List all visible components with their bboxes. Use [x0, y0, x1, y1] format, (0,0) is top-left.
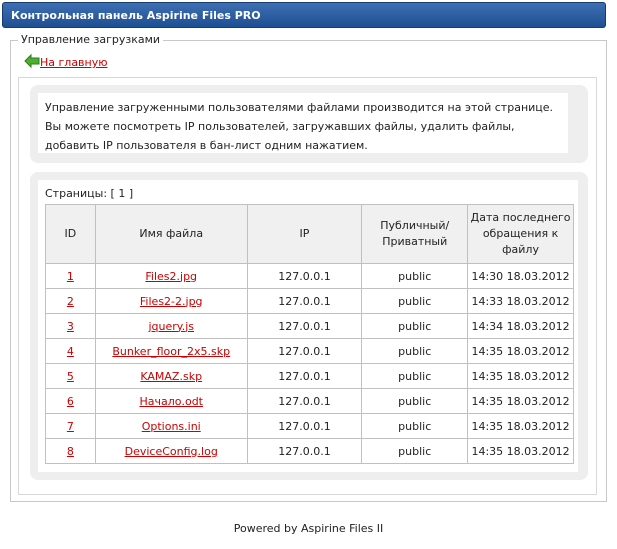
header-ip: IP — [247, 205, 362, 264]
file-ip: 127.0.0.1 — [247, 414, 362, 439]
file-name-link[interactable]: Bunker_floor_2x5.skp — [112, 344, 231, 358]
file-date: 14:35 18.03.2012 — [468, 339, 574, 364]
file-name-link[interactable]: Files2.jpg — [145, 269, 198, 283]
file-date: 14:35 18.03.2012 — [468, 414, 574, 439]
file-ip: 127.0.0.1 — [247, 264, 362, 289]
table-row — [46, 364, 574, 389]
file-id-link[interactable]: 3 — [66, 319, 74, 333]
file-date: 14:34 18.03.2012 — [468, 314, 574, 339]
file-name-link[interactable]: Начало.odt — [139, 394, 203, 408]
file-date: 14:35 18.03.2012 — [468, 364, 574, 389]
table-row — [46, 414, 574, 439]
table-row — [46, 289, 574, 314]
file-ip: 127.0.0.1 — [247, 339, 362, 364]
file-ip: 127.0.0.1 — [247, 439, 362, 464]
file-id-link[interactable]: 1 — [66, 269, 74, 283]
table-row — [46, 264, 574, 289]
info-panel — [30, 85, 588, 163]
file-date: 14:35 18.03.2012 — [468, 389, 574, 414]
file-id-link[interactable]: 8 — [66, 444, 74, 458]
header-filename: Имя файла — [95, 205, 247, 264]
app-title: Контрольная панель Aspirine Files PRO — [11, 9, 261, 22]
pagination-pages[interactable]: [ 1 ] — [110, 187, 134, 200]
section-legend: Управление загрузками — [18, 33, 163, 46]
file-access: public — [362, 439, 468, 464]
file-access: public — [362, 289, 468, 314]
header-last-access: Дата последнего обращения к файлу — [468, 205, 574, 264]
info-text: Управление загруженными пользователями файлами производится на этой странице. Вы можете посмотреть IP пользователей, загружавших файлы, удалить файлы, добавить IP пользователя в бан-лист одним нажатием. — [38, 93, 568, 153]
file-access: public — [362, 264, 468, 289]
file-id-link[interactable]: 2 — [66, 294, 74, 308]
table-row — [46, 439, 574, 464]
footer-text: Powered by Aspirine Files II — [233, 522, 384, 535]
file-name-link[interactable]: Files2-2.jpg — [139, 294, 203, 308]
file-date: 14:35 18.03.2012 — [468, 439, 574, 464]
file-access: public — [362, 314, 468, 339]
file-ip: 127.0.0.1 — [247, 314, 362, 339]
header-access: Публичный/ Приватный — [362, 205, 468, 264]
app-title-bar — [2, 2, 606, 28]
file-id-link[interactable]: 4 — [66, 344, 74, 358]
table-row — [46, 389, 574, 414]
file-name-link[interactable]: jquery.js — [148, 319, 194, 333]
file-id-link[interactable]: 7 — [66, 419, 74, 433]
table-row — [46, 314, 574, 339]
file-name-link[interactable]: KAMAZ.skp — [140, 369, 203, 383]
pagination — [45, 187, 133, 200]
table-row — [46, 339, 574, 364]
file-date: 14:33 18.03.2012 — [468, 289, 574, 314]
file-access: public — [362, 389, 468, 414]
file-id-link[interactable]: 5 — [66, 369, 74, 383]
header-id: ID — [46, 205, 96, 264]
file-id-link[interactable]: 6 — [66, 394, 74, 408]
file-name-link[interactable]: Options.ini — [141, 419, 201, 433]
file-date: 14:30 18.03.2012 — [468, 264, 574, 289]
home-link[interactable]: На главную — [40, 56, 108, 69]
file-ip: 127.0.0.1 — [247, 364, 362, 389]
table-header-row — [46, 205, 574, 264]
file-access: public — [362, 414, 468, 439]
file-ip: 127.0.0.1 — [247, 389, 362, 414]
files-table — [45, 204, 574, 464]
pagination-label: Страницы: — [45, 187, 108, 200]
green-left-arrow-icon[interactable] — [24, 53, 40, 69]
file-ip: 127.0.0.1 — [247, 289, 362, 314]
file-access: public — [362, 339, 468, 364]
file-access: public — [362, 364, 468, 389]
file-name-link[interactable]: DeviceConfig.log — [124, 444, 218, 458]
